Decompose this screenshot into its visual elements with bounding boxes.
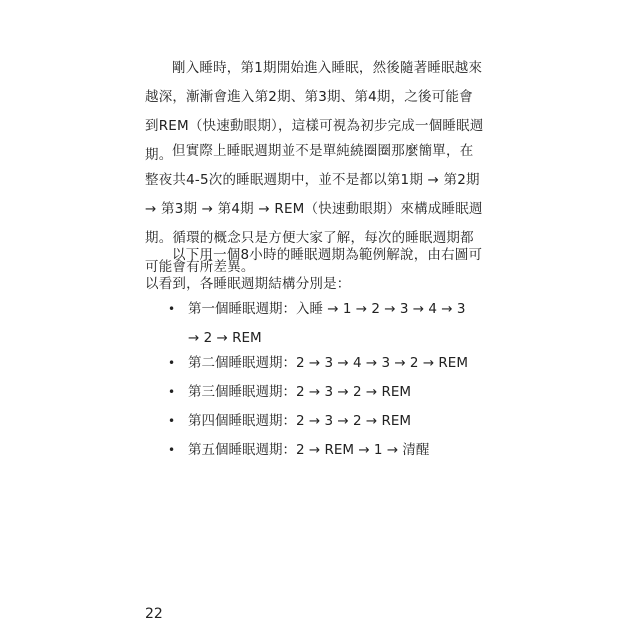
list-item-text: 第一個睡眠週期：入睡 → 1 → 2 → 3 → 4 → 3 → 2 → REM [188, 301, 466, 346]
bullet-icon: • [168, 385, 176, 399]
page-number: 22 [145, 606, 163, 622]
list-item-text: 第二個睡眠週期：2 → 3 → 4 → 3 → 2 → REM [188, 355, 468, 371]
paragraph-text: 剛入睡時，第1期開始進入睡眠，然後隨著睡眠越來越深，漸漸會進入第2期、第3期、第4期，之後可能會到REM（快速動眼期），這樣可視為初步完成一個睡眠週期。 [145, 60, 484, 163]
paragraph-text: 以下用一個8小時的睡眠週期為範例解說，由右圖可以看到，各睡眠週期結構分別是： [145, 247, 483, 292]
paragraph-text: 但實際上睡眠週期並不是單純繞圈圈那麼簡單，在整夜共4-5次的睡眠週期中，並不是都以第1期 → 第2期 → 第3期 → 第4期 → REM（快速動眼期）來構成睡眠週期。循環的概念只是方便大家了解，每次的睡眠週期都可能會有所差異。 [145, 143, 483, 275]
paragraph-example-intro [145, 241, 485, 299]
list-item-text: 第五個睡眠週期：2 → REM → 1 → 清醒 [188, 442, 430, 458]
list-item-text: 第四個睡眠週期：2 → 3 → 2 → REM [188, 413, 412, 429]
bullet-icon: • [168, 356, 176, 370]
list-item-text: 第三個睡眠週期：2 → 3 → 2 → REM [188, 384, 412, 400]
bullet-icon: • [168, 443, 176, 457]
bullet-icon: • [168, 414, 176, 428]
bullet-icon: • [168, 302, 176, 316]
